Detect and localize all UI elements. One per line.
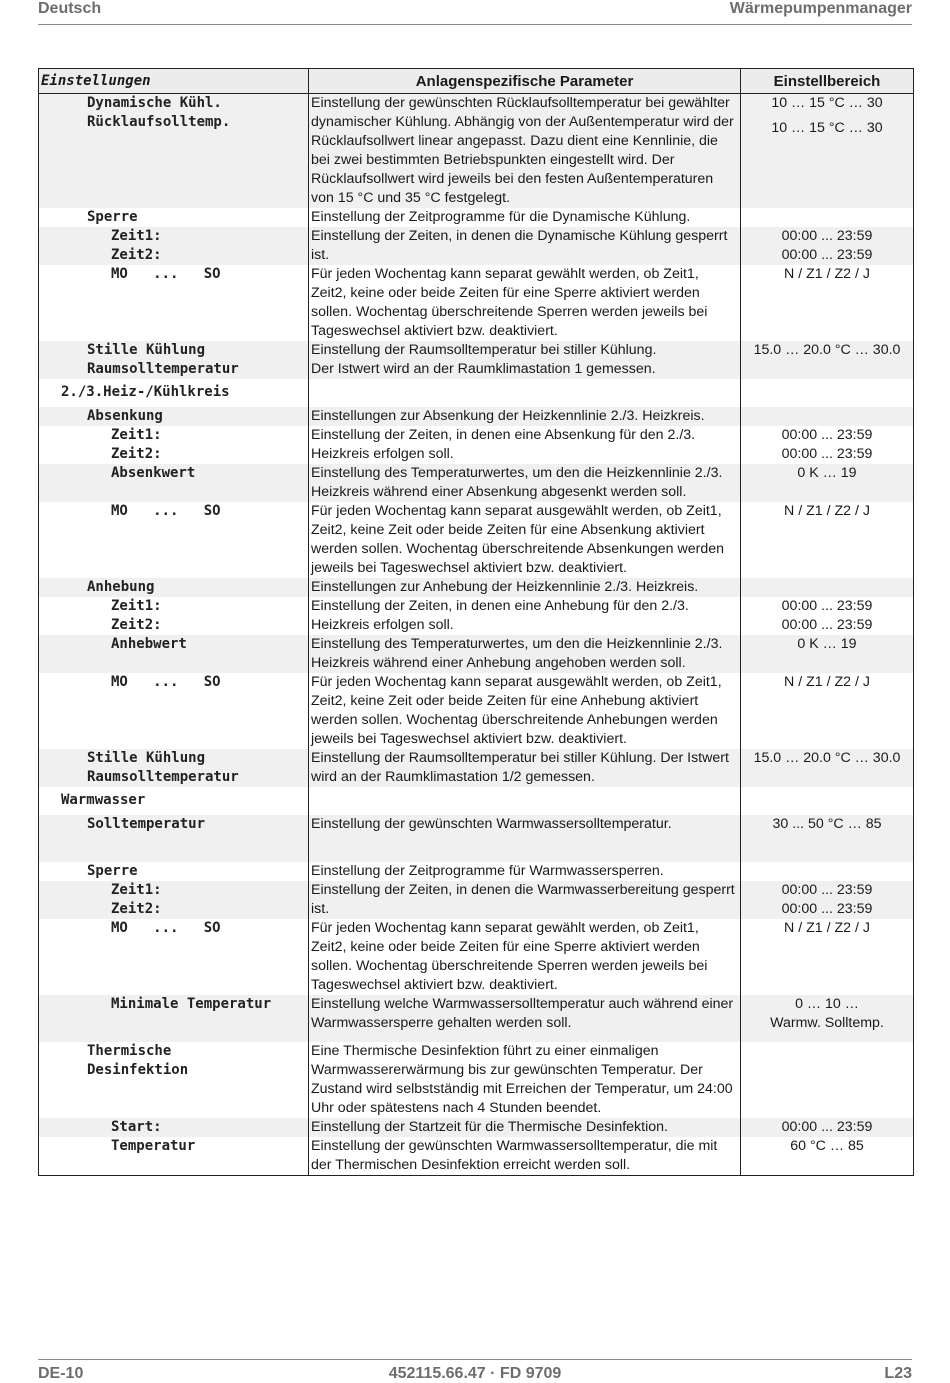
range-value: Warmw. Solltemp. xyxy=(770,1015,884,1031)
parameter-description xyxy=(309,787,741,815)
table-row xyxy=(39,995,914,1042)
range-value: 00:00 ... 23:59 xyxy=(781,247,873,263)
setting-range xyxy=(741,578,914,597)
parameter-description: Einstellung der gewünschten Warmwassersolltemperatur, die mit der Thermischen Desinfektion erreicht werden soll. xyxy=(309,1137,741,1176)
range-value: 0 K … 19 xyxy=(797,636,857,652)
table-row xyxy=(39,407,914,426)
parameter-description xyxy=(309,379,741,407)
parameter-description: Einstellung der gewünschten Rücklaufsolltemperatur bei gewählter dynamischer Kühlung. Abhängig von der Außentemperatur wird der Rücklaufsollwert linear angepasst. Dazu dient eine Kennlinie, die bei zwei bestimmten Betriebspunkten eingestellt wird. Der Rücklaufsollwert wird jeweils bei den festen Außentemperaturen von 15 °C und 35 °C festgelegt. xyxy=(309,94,741,209)
header-title: Wärmepumpenmanager xyxy=(729,0,912,17)
parameter-name: Anhebwert xyxy=(39,635,309,673)
setting-range xyxy=(741,815,914,862)
table-row xyxy=(39,597,914,635)
parameter-name: Zeit1: Zeit2: xyxy=(39,426,309,464)
setting-range xyxy=(741,426,914,464)
table-row xyxy=(39,578,914,597)
range-value: 15.0 … 20.0 °C … 30.0 xyxy=(753,750,901,766)
parameter-name: Anhebung xyxy=(39,578,309,597)
parameter-description: Für jeden Wochentag kann separat ausgewählt werden, ob Zeit1, Zeit2, keine Zeit oder beide Zeiten für eine Anhebung aktiviert werden sollen. Wochentag überschreitende Anhebungen werden jeweils bei Tageswechsel aktiviert bzw. deaktiviert. xyxy=(309,673,741,749)
setting-range xyxy=(741,464,914,502)
parameter-description: Für jeden Wochentag kann separat ausgewählt werden, ob Zeit1, Zeit2, keine Zeit oder beide Zeiten für eine Absenkung aktiviert werden sollen. Wochentag überschreitende Absenkungen werden jeweils bei Tageswechsel aktiviert bzw. deaktiviert. xyxy=(309,502,741,578)
setting-range xyxy=(741,341,914,379)
table-row xyxy=(39,635,914,673)
parameter-description: Einstellung der Zeitprogramme für die Dynamische Kühlung. xyxy=(309,208,741,227)
range-value: 00:00 ... 23:59 xyxy=(781,1119,873,1135)
range-value: N / Z1 / Z2 / J xyxy=(784,503,870,519)
setting-range xyxy=(741,265,914,341)
parameter-name: MO ... SO xyxy=(39,673,309,749)
parameter-description: Einstellung der Zeiten, in denen die Warmwasserbereitung gesperrt ist. xyxy=(309,881,741,919)
parameter-description: Einstellung des Temperaturwertes, um den die Heizkennlinie 2./3. Heizkreis während einer Anhebung angehoben werden soll. xyxy=(309,635,741,673)
setting-range xyxy=(741,1137,914,1176)
range-value: 15.0 … 20.0 °C … 30.0 xyxy=(753,342,901,358)
table-row xyxy=(39,265,914,341)
table-row xyxy=(39,1118,914,1137)
range-value: 00:00 ... 23:59 xyxy=(781,598,873,614)
parameter-name: Zeit1: Zeit2: xyxy=(39,881,309,919)
table-row xyxy=(39,749,914,787)
parameter-name: Start: xyxy=(39,1118,309,1137)
setting-range xyxy=(741,635,914,673)
column-header-range: Einstellbereich xyxy=(741,69,914,94)
table-row xyxy=(39,208,914,227)
footer-page-number: DE-10 xyxy=(38,1365,84,1382)
setting-range xyxy=(741,94,914,209)
table-row xyxy=(39,919,914,995)
table-row xyxy=(39,862,914,881)
table-row xyxy=(39,1137,914,1176)
parameter-name: Sperre xyxy=(39,208,309,227)
parameter-description: Einstellungen zur Anhebung der Heizkennlinie 2./3. Heizkreis. xyxy=(309,578,741,597)
table-row xyxy=(39,881,914,919)
parameter-description: Einstellung der Raumsolltemperatur bei stiller Kühlung. Der Istwert wird an der Raumklimastation 1 gemessen. xyxy=(309,341,741,379)
parameter-description: Für jeden Wochentag kann separat gewählt werden, ob Zeit1, Zeit2, keine oder beide Zeiten für eine Sperre aktiviert werden sollen. Wochentag überschreitende Sperren werden jeweils bei Tageswechsel aktiviert bzw. deaktiviert. xyxy=(309,265,741,341)
settings-table xyxy=(38,68,914,1176)
range-value: 10 … 15 °C … 30 xyxy=(771,95,883,111)
parameter-name: Dynamische Kühl. Rücklaufsolltemp. xyxy=(39,94,309,209)
setting-range xyxy=(741,227,914,265)
parameter-name: Thermische Desinfektion xyxy=(39,1042,309,1118)
parameter-description: Für jeden Wochentag kann separat gewählt werden, ob Zeit1, Zeit2, keine oder beide Zeiten für eine Sperre aktiviert werden sollen. Wochentag überschreitende Sperren werden jeweils bei Tageswechsel aktiviert bzw. deaktiviert. xyxy=(309,919,741,995)
setting-range xyxy=(741,749,914,787)
table-row xyxy=(39,464,914,502)
parameter-description: Einstellung welche Warmwassersolltemperatur auch während einer Warmwassersperre gehalten werden soll. xyxy=(309,995,741,1042)
range-value: 00:00 ... 23:59 xyxy=(781,882,873,898)
column-header-parameters: Anlagenspezifische Parameter xyxy=(309,69,741,94)
table-row xyxy=(39,815,914,862)
range-value: N / Z1 / Z2 / J xyxy=(784,674,870,690)
range-value: 0 … 10 … xyxy=(795,996,859,1012)
setting-range xyxy=(741,208,914,227)
range-value: 00:00 ... 23:59 xyxy=(781,446,873,462)
parameter-name: Minimale Temperatur xyxy=(39,995,309,1042)
range-value: N / Z1 / Z2 / J xyxy=(784,266,870,282)
setting-range xyxy=(741,995,914,1042)
setting-range xyxy=(741,862,914,881)
range-value: N / Z1 / Z2 / J xyxy=(784,920,870,936)
parameter-description: Einstellung der Raumsolltemperatur bei stiller Kühlung. Der Istwert wird an der Raumklimastation 1/2 gemessen. xyxy=(309,749,741,787)
parameter-name: 2./3.Heiz-/Kühlkreis xyxy=(39,379,309,407)
parameter-name: Warmwasser xyxy=(39,787,309,815)
page-footer xyxy=(38,1359,912,1383)
setting-range xyxy=(741,881,914,919)
table-row xyxy=(39,227,914,265)
setting-range xyxy=(741,673,914,749)
table-row xyxy=(39,1042,914,1118)
table-row xyxy=(39,341,914,379)
parameter-name: Stille Kühlung Raumsolltemperatur xyxy=(39,341,309,379)
parameter-name: Absenkwert xyxy=(39,464,309,502)
parameter-name: Zeit1: Zeit2: xyxy=(39,597,309,635)
parameter-description: Einstellung der Zeiten, in denen eine Absenkung für den 2./3. Heizkreis erfolgen soll. xyxy=(309,426,741,464)
table-row xyxy=(39,94,914,209)
parameter-name: MO ... SO xyxy=(39,919,309,995)
range-value: 00:00 ... 23:59 xyxy=(781,617,873,633)
setting-range xyxy=(741,407,914,426)
parameter-description: Einstellung der Zeiten, in denen eine Anhebung für den 2./3. Heizkreis erfolgen soll. xyxy=(309,597,741,635)
setting-range xyxy=(741,502,914,578)
setting-range xyxy=(741,597,914,635)
table-row xyxy=(39,502,914,578)
parameter-description: Einstellungen zur Absenkung der Heizkennlinie 2./3. Heizkreis. xyxy=(309,407,741,426)
parameter-description: Einstellung des Temperaturwertes, um den die Heizkennlinie 2./3. Heizkreis während einer Absenkung abgesenkt werden soll. xyxy=(309,464,741,502)
parameter-name: Solltemperatur xyxy=(39,815,309,862)
parameter-name: Sperre xyxy=(39,862,309,881)
footer-code: L23 xyxy=(884,1365,912,1382)
header-language: Deutsch xyxy=(38,0,102,17)
table-header-row xyxy=(39,69,914,94)
range-value: 60 °C … 85 xyxy=(790,1138,864,1154)
setting-range xyxy=(741,919,914,995)
table-body xyxy=(39,94,914,1176)
parameter-name: MO ... SO xyxy=(39,502,309,578)
page-header xyxy=(38,0,912,25)
setting-range xyxy=(741,379,914,407)
parameter-description: Einstellung der Startzeit für die Thermische Desinfektion. xyxy=(309,1118,741,1137)
range-value: 00:00 ... 23:59 xyxy=(781,228,873,244)
table-row xyxy=(39,379,914,407)
parameter-name: Zeit1: Zeit2: xyxy=(39,227,309,265)
parameter-name: Stille Kühlung Raumsolltemperatur xyxy=(39,749,309,787)
parameter-description: Einstellung der gewünschten Warmwassersolltemperatur. xyxy=(309,815,741,862)
setting-range xyxy=(741,787,914,815)
table-row xyxy=(39,787,914,815)
table-row xyxy=(39,426,914,464)
parameter-name: MO ... SO xyxy=(39,265,309,341)
column-header-settings: Einstellungen xyxy=(39,69,309,94)
setting-range xyxy=(741,1118,914,1137)
range-value: 0 K … 19 xyxy=(797,465,857,481)
range-value: 00:00 ... 23:59 xyxy=(781,901,873,917)
parameter-name: Absenkung xyxy=(39,407,309,426)
range-value: 30 ... 50 °C … 85 xyxy=(772,816,882,832)
parameter-name: Temperatur xyxy=(39,1137,309,1176)
table-row xyxy=(39,673,914,749)
setting-range xyxy=(741,1042,914,1118)
footer-document-id: 452115.66.47 · FD 9709 xyxy=(388,1365,562,1382)
parameter-description: Einstellung der Zeitprogramme für Warmwassersperren. xyxy=(309,862,741,881)
range-value: 00:00 ... 23:59 xyxy=(781,427,873,443)
range-value: 10 … 15 °C … 30 xyxy=(771,120,883,136)
parameter-description: Eine Thermische Desinfektion führt zu einer einmaligen Warmwassererwärmung bis zur gewünschten Temperatur. Der Zustand wird selbstständig mit Erreichen der Temperatur, um 24:00 Uhr oder spätestens nach 4 Stunden beendet. xyxy=(309,1042,741,1118)
parameter-description: Einstellung der Zeiten, in denen die Dynamische Kühlung gesperrt ist. xyxy=(309,227,741,265)
